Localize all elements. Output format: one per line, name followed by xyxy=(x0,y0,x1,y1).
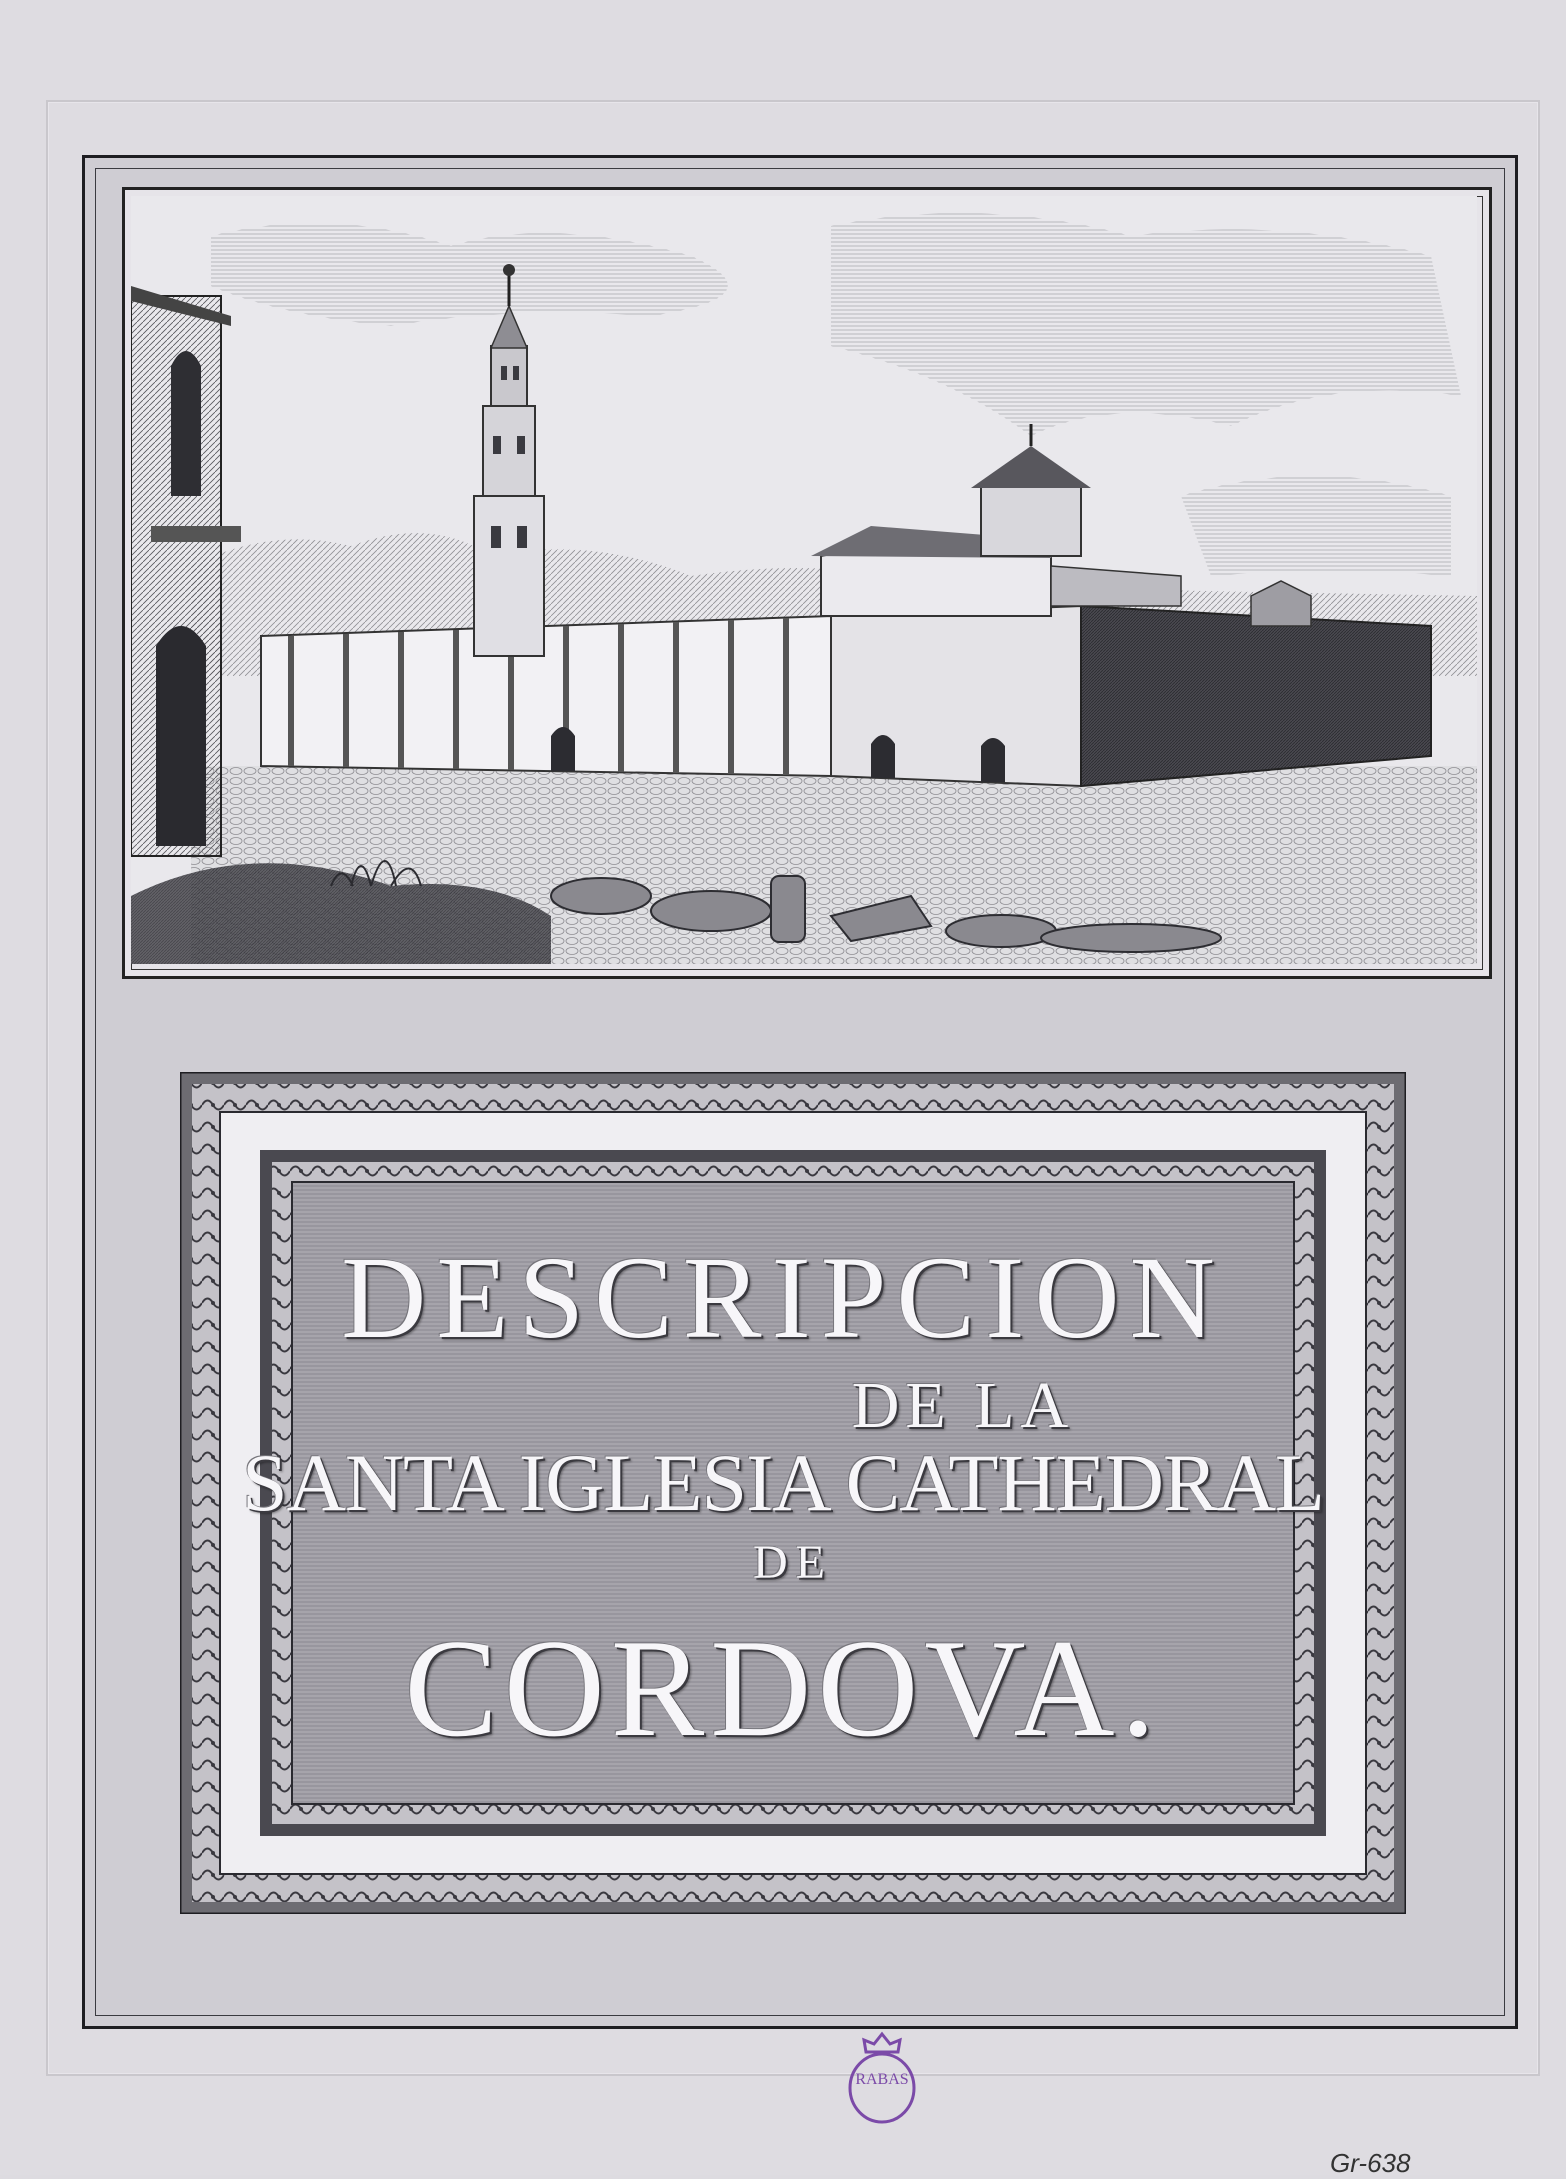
title-line-cordova: CORDOVA. xyxy=(404,1611,1162,1766)
shelfmark: Gr-638 xyxy=(1330,2148,1411,2178)
pillar-arch-opening xyxy=(156,626,206,846)
cathedral-engraving xyxy=(131,196,1477,964)
title-line-santa-iglesia: SANTA IGLESIA CATHEDRAL xyxy=(242,1437,1324,1528)
cathedral-side-wall xyxy=(1081,606,1431,786)
cathedral-front xyxy=(831,606,1081,786)
lantern xyxy=(981,486,1081,556)
title-line-de-la: DE LA xyxy=(851,1369,1075,1442)
bell-tower xyxy=(474,496,544,656)
crown-icon xyxy=(864,2034,900,2052)
tower-statue xyxy=(503,264,515,276)
title-line-de: DE xyxy=(753,1536,833,1589)
title-line-descripcion: DESCRIPCION xyxy=(341,1232,1225,1363)
library-stamp xyxy=(842,2030,922,2130)
stamp-letters: RABAS xyxy=(855,2071,909,2088)
